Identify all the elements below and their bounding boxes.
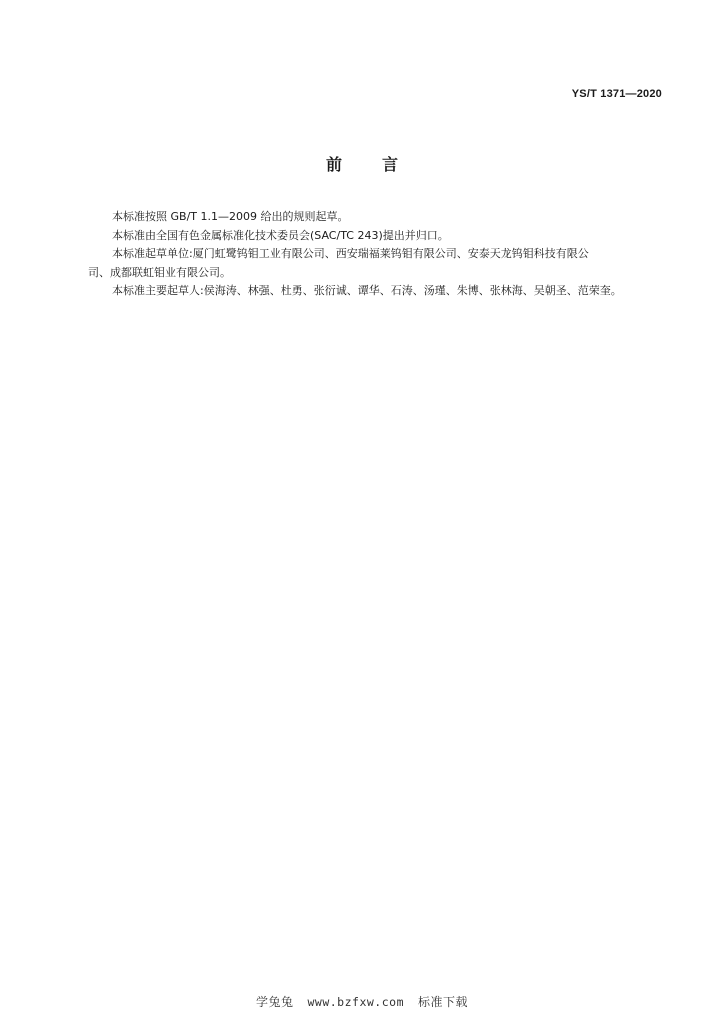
paragraph-drafters: 本标准主要起草人:侯海涛、林强、杜勇、张衍诚、谭华、石涛、汤瑾、朱博、张林海、吴朝圣、范荣奎。 bbox=[112, 284, 622, 298]
standard-code: YS/T 1371—2020 bbox=[571, 88, 662, 100]
drafting-units-line-2: 司、成都联虹钼业有限公司。 bbox=[88, 265, 231, 279]
footer-tagline: 标准下载 bbox=[418, 995, 469, 1009]
footer-site-name: 学兔兔 bbox=[255, 995, 294, 1009]
drafting-units-line-1: 本标准起草单位:厦门虹鹭钨钼工业有限公司、西安瑞福莱钨钼有限公司、安泰天龙钨钼科技有限公 bbox=[112, 247, 589, 261]
paragraph-drafting-rules: 本标准按照 GB/T 1.1—2009 给出的规则起草。 bbox=[112, 210, 349, 223]
paragraph-proposer: 本标准由全国有色金属标准化技术委员会(SAC/TC 243)提出并归口。 bbox=[112, 228, 449, 242]
foreword-content bbox=[90, 208, 662, 301]
footer-watermark bbox=[0, 993, 724, 1010]
footer-url[interactable]: www.bzfxw.com bbox=[307, 995, 404, 1009]
paragraph-drafting-units bbox=[90, 245, 662, 282]
page-title: 前言 bbox=[325, 155, 438, 174]
